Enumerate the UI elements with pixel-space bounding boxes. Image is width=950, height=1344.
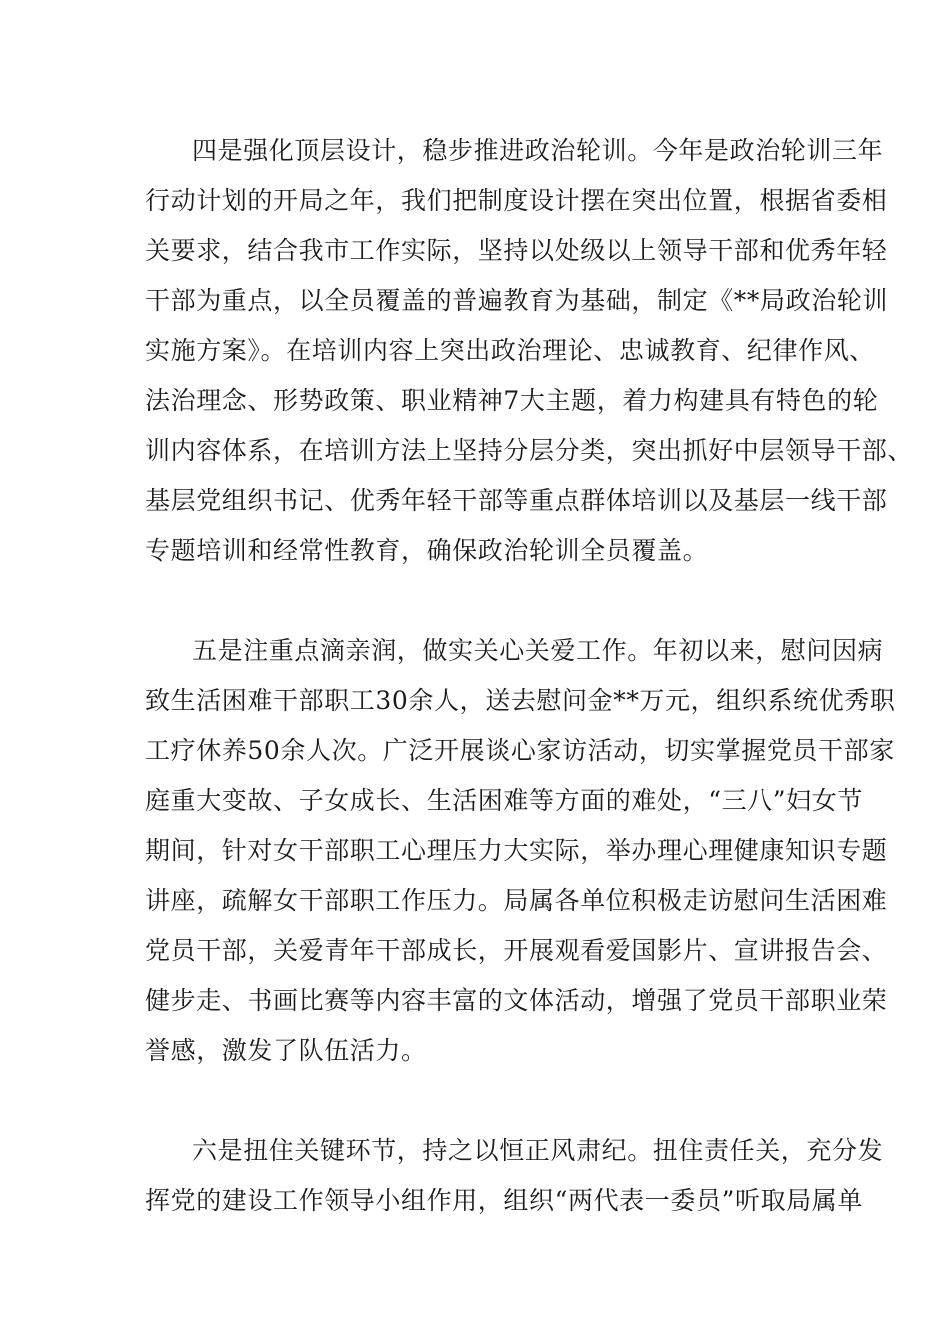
paragraph-line: 法治理念、形势政策、职业精神7大主题，着力构建具有特色的轮 xyxy=(145,386,879,415)
paragraph-line: 誉感，激发了队伍活力。 xyxy=(145,1036,427,1065)
paragraph-line: 基层党组织书记、优秀年轻干部等重点群体培训以及基层一线干部 xyxy=(145,486,888,515)
paragraph-line: 六是扭住关键环节，持之以恒正风肃纪。扭住责任关，充分发 xyxy=(192,1136,884,1165)
paragraph-line: 四是强化顶层设计，稳步推进政治轮训。今年是政治轮训三年 xyxy=(192,136,884,165)
paragraph-line: 干部为重点，以全员覆盖的普遍教育为基础，制定《**局政治轮训 xyxy=(145,286,889,315)
paragraph-line: 庭重大变故、子女成长、生活困难等方面的难处，“三八”妇女节 xyxy=(145,786,863,815)
paragraph-line: 健步走、书画比赛等内容丰富的文体活动，增强了党员干部职业荣 xyxy=(145,986,888,1015)
paragraph-line: 讲座，疏解女干部职工作压力。局属各单位积极走访慰问生活困难 xyxy=(145,886,888,915)
paragraph-line: 训内容体系，在培训方法上坚持分层分类，突出抓好中层领导干部、 xyxy=(145,436,914,465)
paragraph-line: 党员干部，关爱青年干部成长，开展观看爱国影片、宣讲报告会、 xyxy=(145,936,888,965)
paragraph-line: 期间，针对女干部职工心理压力大实际，举办理心理健康知识专题 xyxy=(145,836,888,865)
paragraph-line: 工疗休养50余人次。广泛开展谈心家访活动，切实掌握党员干部家 xyxy=(145,736,895,765)
paragraph-line: 行动计划的开局之年，我们把制度设计摆在突出位置，根据省委相 xyxy=(145,186,888,215)
paragraph-line: 致生活困难干部职工30余人，送去慰问金**万元，组织系统优秀职 xyxy=(145,686,896,715)
paragraph-line: 专题培训和经常性教育，确保政治轮训全员覆盖。 xyxy=(145,536,709,565)
paragraph-line: 五是注重点滴亲润，做实关心关爱工作。年初以来，慰问因病 xyxy=(192,636,884,665)
paragraph-line: 实施方案》。在培训内容上突出政治理论、忠诚教育、纪律作风、 xyxy=(145,336,875,365)
paragraph-line: 挥党的建设工作领导小组作用，组织“两代表一委员”听取局属单 xyxy=(145,1186,863,1215)
paragraph-line: 关要求，结合我市工作实际，坚持以处级以上领导干部和优秀年轻 xyxy=(145,236,888,265)
